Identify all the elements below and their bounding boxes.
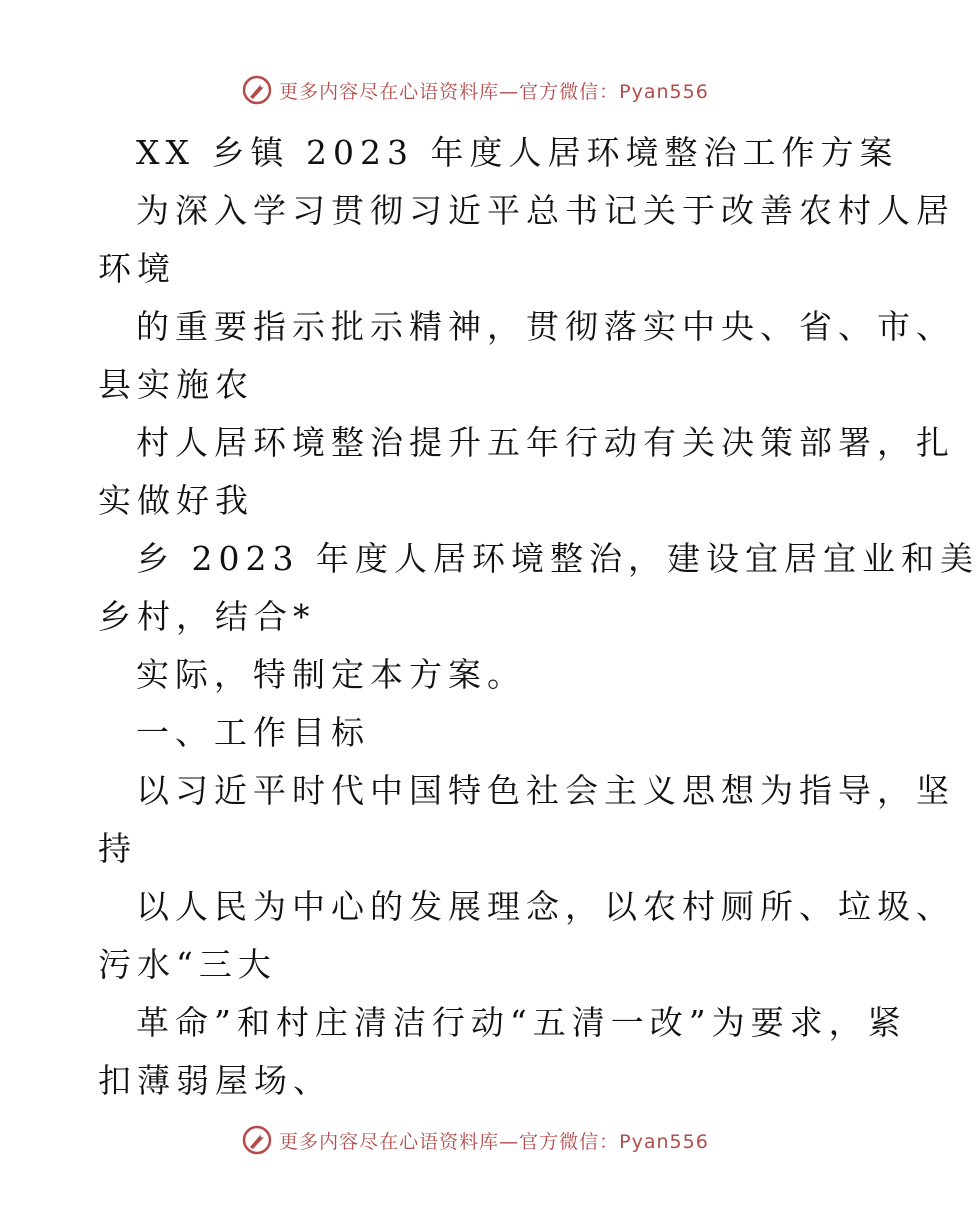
text-line: 实际，特制定本方案。 xyxy=(136,655,526,694)
watermark-header xyxy=(0,72,950,108)
document-title: XX 乡镇 2023 年度人居环境整治工作方案 xyxy=(136,133,899,172)
watermark-text: 更多内容尽在心语资料库—官方微信：Pyan556 xyxy=(279,80,709,103)
text-line: 为深入学习贯彻习近平总书记关于改善农村人居 xyxy=(136,191,955,230)
watermark-text: 更多内容尽在心语资料库—官方微信：Pyan556 xyxy=(279,1130,709,1153)
text-line: 乡村，结合* xyxy=(98,597,316,636)
text-line: 环境 xyxy=(98,249,176,288)
text-line: 革命”和村庄清洁行动“五清一改”为要求，紧 xyxy=(136,1003,907,1042)
text-line: 村人居环境整治提升五年行动有关决策部署，扎 xyxy=(136,423,955,462)
text-line: 污水“三大 xyxy=(98,945,277,984)
text-line: 实做好我 xyxy=(98,481,254,520)
paragraph-lines xyxy=(98,182,979,1110)
text-line: 以人民为中心的发展理念，以农村厕所、垃圾、 xyxy=(136,887,955,926)
text-line: 的重要指示批示精神，贯彻落实中央、省、市、 xyxy=(136,307,955,346)
text-line: 县实施农 xyxy=(98,365,254,404)
text-line: 一、工作目标 xyxy=(136,713,370,752)
watermark-footer xyxy=(0,1122,950,1158)
text-line: 乡 2023 年度人居环境整治，建设宜居宜业和美 xyxy=(136,539,979,578)
document-body xyxy=(98,124,979,1110)
text-line: 持 xyxy=(98,829,137,868)
text-line: 以习近平时代中国特色社会主义思想为指导，坚 xyxy=(136,771,955,810)
text-line: 扣薄弱屋场、 xyxy=(98,1061,332,1100)
pen-nib-seal-icon xyxy=(241,74,273,106)
pen-nib-seal-icon xyxy=(241,1124,273,1156)
